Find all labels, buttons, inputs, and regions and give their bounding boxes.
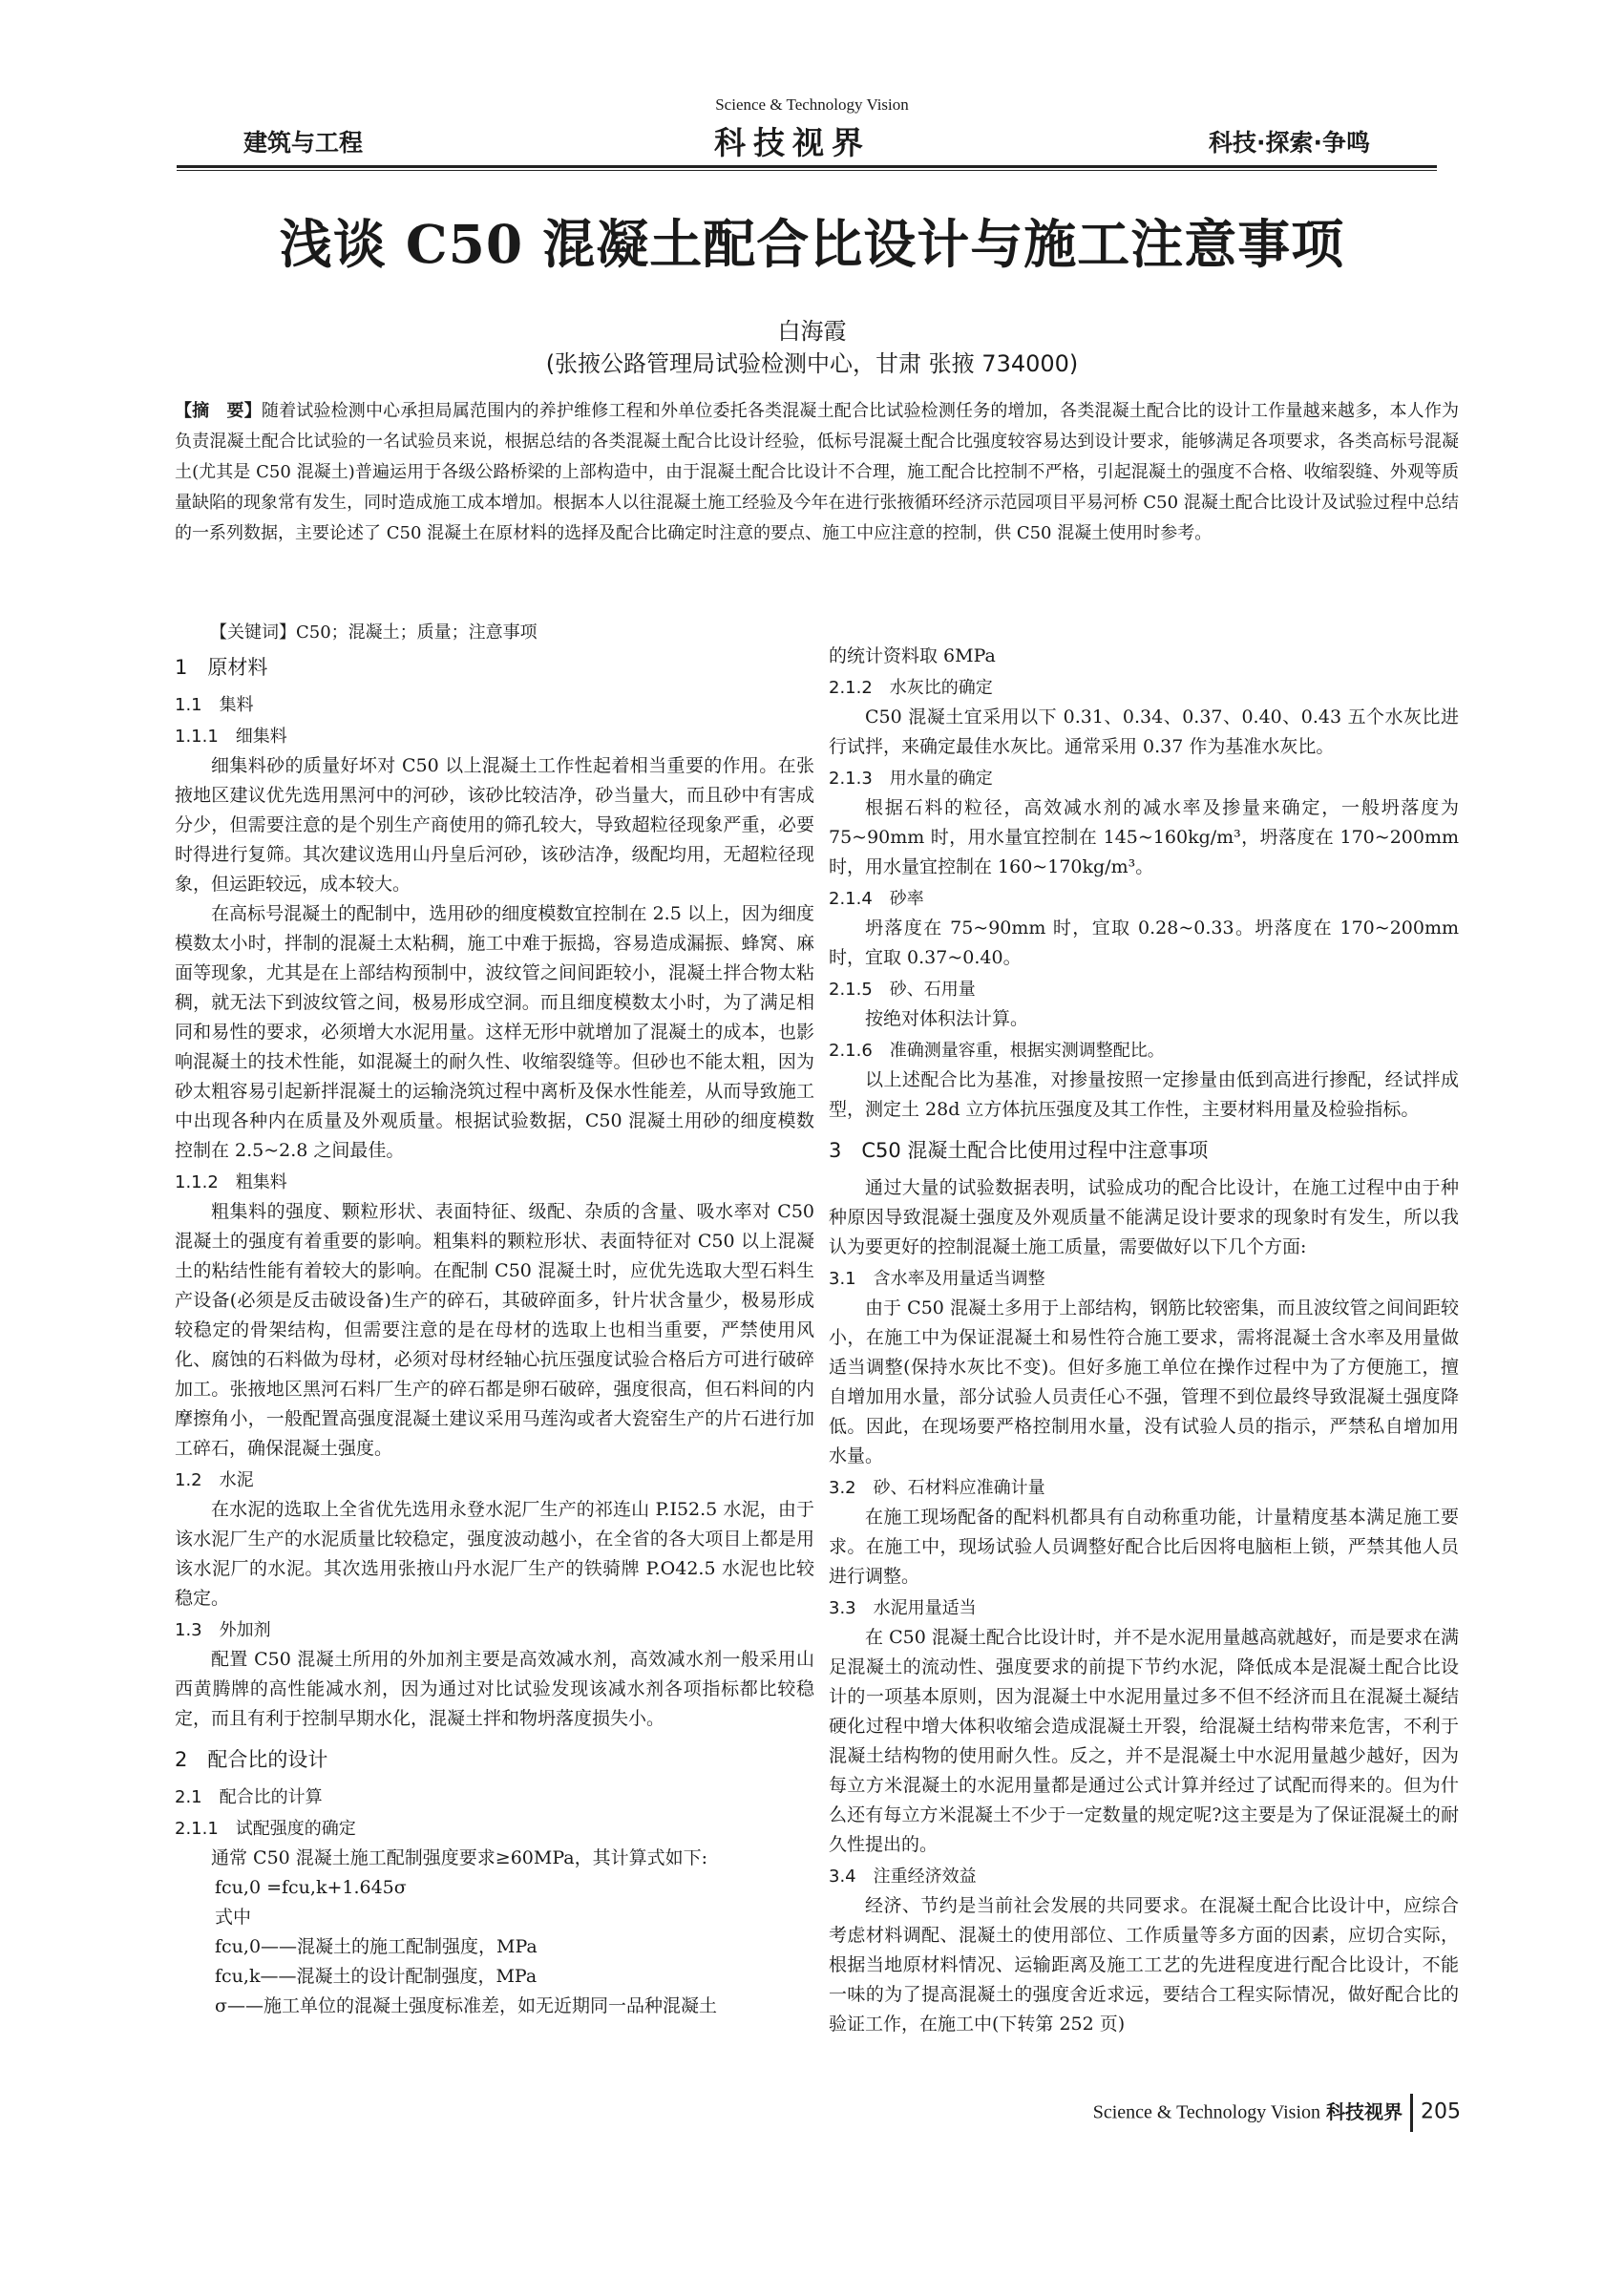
subsection-heading: 3.4 注重经济效益 bbox=[829, 1867, 977, 1887]
header-row bbox=[177, 118, 1408, 160]
abstract-label: 【摘 要】 bbox=[175, 401, 262, 421]
subsection-heading: 1.1.2 粗集料 bbox=[175, 1172, 287, 1192]
subsection-heading: 2.1.5 砂、石用量 bbox=[829, 980, 976, 1000]
paragraph: 在水泥的选取上全省优先选用永登水泥厂生产的祁连山 P.I52.5 水泥，由于该水泥厂生产的水泥质量比较稳定，强度波动越小，在全省的各大项目上都是用该水泥厂的水泥。其次选用张掖山丹水泥厂生产的铁骑牌 P.O42.5 水泥也比较稳定。 bbox=[175, 1499, 814, 1609]
paragraph: 细集料砂的质量好坏对 C50 以上混凝土工作性起着相当重要的作用。在张掖地区建议优先选用黑河中的河砂，该砂比较洁净，砂当量大，而且砂中有害成分少，但需要注意的是个别生产商使用的筛孔较大，导致超粒径现象严重，必要时得进行复筛。其次建议选用山丹皇后河砂，该砂洁净，级配均用，无超粒径现象，但运距较远，成本较大。 bbox=[175, 755, 814, 895]
paragraph: 在高标号混凝土的配制中，选用砂的细度模数宜控制在 2.5 以上，因为细度模数太小时，拌制的混凝土太粘稠，施工中难于振捣，容易造成漏振、蜂窝、麻面等现象，尤其是在上部结构预制中，波纹管之间间距较小，混凝土拌合物太粘稠，就无法下到波纹管之间，极易形成空洞。而且细度模数太小时，为了满足相同和易性的要求，必须增大水泥用量。这样无形中就增加了混凝土的成本，也影响混凝土的技术性能，如混凝土的耐久性、收缩裂缝等。但砂也不能太粗，因为砂太粗容易引起新拌混凝土的运输浇筑过程中离析及保水性能差，从而导致施工中出现各种内在质量及外观质量。根据试验数据，C50 混凝土用砂的细度模数控制在 2.5~2.8 之间最佳。 bbox=[175, 903, 814, 1161]
subsection-heading: 3.3 水泥用量适当 bbox=[829, 1598, 977, 1618]
formula-note: σ——施工单位的混凝土强度标准差，如无近期同一品种混凝土 bbox=[215, 1995, 717, 2016]
author: 白海霞 bbox=[777, 318, 847, 345]
subsection-heading: 2.1.4 砂率 bbox=[829, 889, 924, 909]
abstract-text: 随着试验检测中心承担局属范围内的养护维修工程和外单位委托各类混凝土配合比试验检测任务的增加，各类混凝土配合比的设计工作量越来越多，本人作为负责混凝土配合比试验的一名试验员来说，根据总结的各类混凝土配合比设计经验，低标号混凝土配合比强度较容易达到设计要求，能够满足各项要求，各类高标号混凝土(尤其是 C50 混凝土)普遍运用于各级公路桥梁的上部构造中，由于混凝土配合比设计不合理，施工配合比控制不严格，引起混凝土的强度不合格、收缩裂缝、外观等质量缺陷的现象常有发生，同时造成施工成本增加。根据本人以往混凝土施工经验及今年在进行张掖循环经济示范园项目平易河桥 C50 混凝土配合比设计及试验过程中总结的一系列数据，主要论述了 C50 混凝土在原材料的选择及配合比确定时注意的要点、施工中应注意的控制，供 C50 混凝土使用时参考。 bbox=[175, 401, 1459, 543]
subsection-heading: 2.1 配合比的计算 bbox=[175, 1787, 323, 1807]
footer bbox=[1002, 2094, 1461, 2132]
formula-note: fcu,0——混凝土的施工配制强度，MPa bbox=[215, 1936, 538, 1957]
subsection-heading: 1.2 水泥 bbox=[175, 1470, 254, 1490]
keywords-text: C50；混凝土；质量；注意事项 bbox=[296, 622, 538, 643]
footer-journal-en: Science & Technology Vision bbox=[1092, 2101, 1320, 2123]
paragraph: 根据石料的粒径，高效减水剂的减水率及掺量来确定，一般坍落度为 75~90mm 时，用水量宜控制在 145~160kg/m³，坍落度在 170~200mm 时，用水量宜控制在 160~170kg/m³。 bbox=[829, 797, 1459, 877]
right-column bbox=[829, 642, 1459, 2039]
header-section-left: 建筑与工程 bbox=[243, 129, 364, 157]
paragraph: 按绝对体积法计算。 bbox=[865, 1008, 1029, 1029]
subsection-heading: 2.1.3 用水量的确定 bbox=[829, 769, 993, 789]
paragraph: 在 C50 混凝土配合比设计时，并不是水泥用量越高就越好，而是要求在满足混凝土的流动性、强度要求的前提下节约水泥，降低成本是混凝土配合比设计的一项基本原则，因为混凝土中水泥用量过多不但不经济而且在混凝土凝结硬化过程中增大体积收缩会造成混凝土开裂，给混凝土结构带来危害，不利于混凝土结构物的使用耐久性。反之，并不是混凝土中水泥用量越少越好，因为每立方米混凝土的水泥用量都是通过公式计算并经过了试配而得来的。但为什么还有每立方米混凝土不少于一定数量的规定呢?这主要是为了保证混凝土的耐久性提出的。 bbox=[829, 1627, 1459, 1855]
paragraph: 由于 C50 混凝土多用于上部结构，钢筋比较密集，而且波纹管之间间距较小，在施工中为保证混凝土和易性符合施工要求，需将混凝土含水率及用量做适当调整(保持水灰比不变)。但好多施工单位在操作过程中为了方便施工，擅自增加用水量，部分试验人员责任心不强，管理不到位最终导致混凝土强度降低。因此，在现场要严格控制用水量，没有试验人员的指示，严禁私自增加用水量。 bbox=[829, 1297, 1459, 1466]
paragraph: 通过大量的试验数据表明，试验成功的配合比设计，在施工过程中由于种种原因导致混凝土强度及外观质量不能满足设计要求的现象时有发生，所以我认为要更好的控制混凝土施工质量，需要做好以下几个方面: bbox=[829, 1177, 1459, 1257]
header-rule bbox=[177, 165, 1437, 168]
subsection-heading: 3.2 砂、石材料应准确计量 bbox=[829, 1478, 1045, 1498]
header-rule-thin bbox=[177, 170, 1437, 171]
paragraph: 在施工现场配备的配料机都具有自动称重功能，计量精度基本满足施工要求。在施工中，现场试验人员调整好配合比后因将电脑柜上锁，严禁其他人员进行调整。 bbox=[829, 1507, 1459, 1587]
affiliation: (张掖公路管理局试验检测中心，甘肃 张掖 734000) bbox=[545, 350, 1079, 377]
subsection-heading: 1.3 外加剂 bbox=[175, 1620, 271, 1640]
footer-journal-cn: 科技视界 bbox=[1326, 2099, 1403, 2123]
footer-divider bbox=[1410, 2094, 1413, 2132]
header-section-right: 科技·探索·争鸣 bbox=[1209, 129, 1370, 157]
paragraph: 粗集料的强度、颗粒形状、表面特征、级配、杂质的含量、吸水率对 C50 混凝土的强度有着重要的影响。粗集料的颗粒形状、表面特征对 C50 以上混凝土的粘结性能有着较大的影响。在配制 C50 混凝土时，应优先选取大型石料生产设备(必须是反击破设备)生产的碎石，其破碎面多，针片状含量少，极易形成较稳定的骨架结构，但需要注意的是在母材的选取上也相当重要，严禁使用风化、腐蚀的石料做为母材，必须对母材经轴心抗压强度试验合格后方可进行破碎加工。张掖地区黑河石料厂生产的碎石都是卵石破碎，强度很高，但石料间的内摩擦角小，一般配置高强度混凝土建议采用马莲沟或者大瓷窑生产的片石进行加工碎石，确保混凝土强度。 bbox=[175, 1201, 814, 1459]
paragraph: 坍落度在 75~90mm 时，宜取 0.28~0.33。坍落度在 170~200mm 时，宜取 0.37~0.40。 bbox=[829, 918, 1459, 968]
formula: fcu,0 =fcu,k+1.645σ bbox=[215, 1877, 407, 1898]
section-heading: 3 C50 混凝土配合比使用过程中注意事项 bbox=[829, 1139, 1209, 1162]
formula-note: fcu,k——混凝土的设计配制强度，MPa bbox=[215, 1966, 538, 1987]
subsection-heading: 2.1.6 准确测量容重，根据实测调整配比。 bbox=[829, 1041, 1165, 1061]
section-heading: 1 原材料 bbox=[175, 656, 268, 679]
subsection-heading: 2.1.2 水灰比的确定 bbox=[829, 678, 993, 698]
article-title: 浅谈 C50 混凝土配合比设计与施工注意事项 bbox=[279, 213, 1345, 275]
left-column bbox=[175, 642, 814, 2021]
header-journal-cn: 科技视界 bbox=[714, 124, 871, 161]
keywords bbox=[210, 619, 1451, 643]
section-heading: 2 配合比的设计 bbox=[175, 1748, 328, 1771]
header-journal-en: Science & Technology Vision bbox=[715, 95, 909, 114]
abstract bbox=[175, 396, 1459, 549]
paragraph: 通常 C50 混凝土施工配制强度要求≥60MPa，其计算式如下: bbox=[211, 1847, 708, 1868]
formula-note: 式中 bbox=[215, 1907, 252, 1928]
subsection-heading: 1.1.1 细集料 bbox=[175, 727, 287, 747]
subsection-heading: 1.1 集料 bbox=[175, 695, 254, 715]
paragraph: 配置 C50 混凝土所用的外加剂主要是高效减水剂，高效减水剂一般采用山西黄腾牌的高性能减水剂，因为通过对比试验发现该减水剂各项指标都比较稳定，而且有利于控制早期水化，混凝土拌和物坍落度损失小。 bbox=[175, 1649, 814, 1729]
subsection-heading: 3.1 含水率及用量适当调整 bbox=[829, 1269, 1045, 1289]
keywords-label: 【关键词】 bbox=[210, 622, 296, 643]
subsection-heading: 2.1.1 试配强度的确定 bbox=[175, 1819, 356, 1839]
paragraph: 经济、节约是当前社会发展的共同要求。在混凝土配合比设计中，应综合考虑材料调配、混凝土的使用部位、工作质量等多方面的因素，应切合实际，根据当地原材料情况、运输距离及施工工艺的先进程度进行配合比设计，不能一味的为了提高混凝土的强度舍近求远，要结合工程实际情况，做好配合比的验证工作，在施工中(下转第 252 页) bbox=[829, 1895, 1459, 2035]
paragraph: 的统计资料取 6MPa bbox=[829, 645, 996, 666]
paragraph: 以上述配合比为基准，对掺量按照一定掺量由低到高进行掺配，经试拌成型，测定土 28d 立方体抗压强度及其工作性，主要材料用量及检验指标。 bbox=[829, 1069, 1459, 1120]
paragraph: C50 混凝土宜采用以下 0.31、0.34、0.37、0.40、0.43 五个水灰比进行试拌，来确定最佳水灰比。通常采用 0.37 作为基准水灰比。 bbox=[829, 707, 1459, 757]
page-number: 205 bbox=[1421, 2099, 1461, 2124]
